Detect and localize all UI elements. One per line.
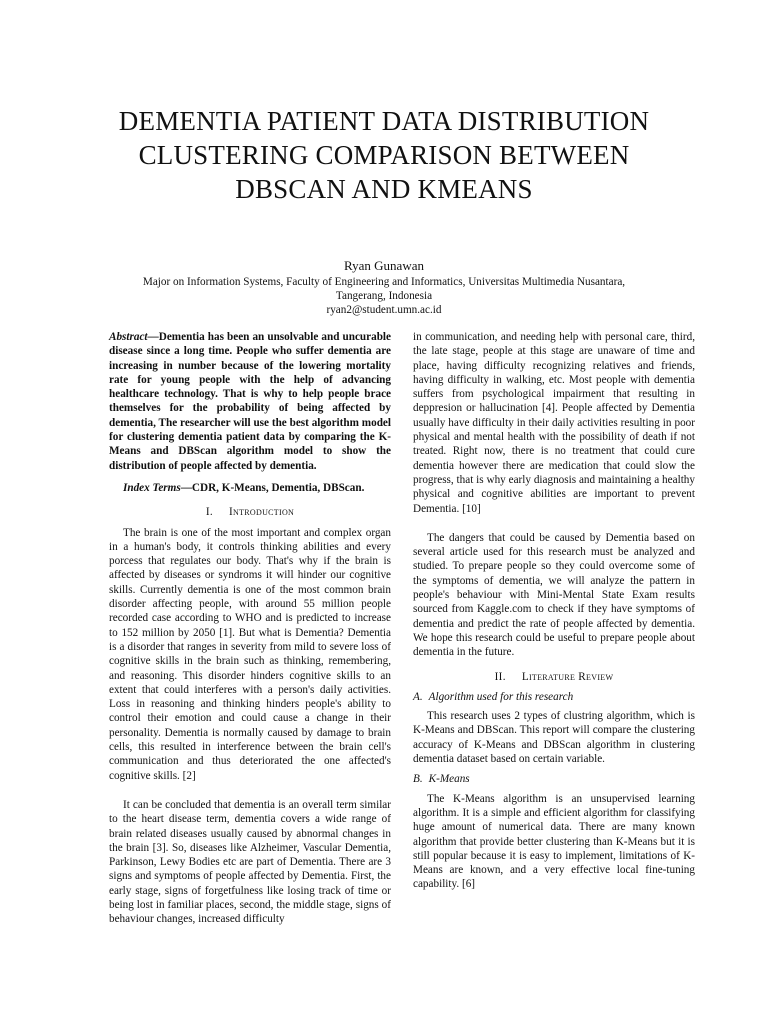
index-terms-lead: Index Terms (123, 481, 181, 494)
algorithm-paragraph: This research uses 2 types of clustring algorithm, which is K-Means and DBScan. This report will compare the clustering accuracy of K-Means and DBScan algorithm in clustering dementia dataset based on certain variable. (413, 710, 695, 766)
index-terms (109, 481, 391, 495)
affiliation-location: Tangerang, Indonesia (335, 290, 433, 302)
author-email: ryan2@student.umn.ac.id (326, 304, 442, 316)
section-title: Literature Review (521, 670, 614, 683)
abstract (109, 330, 391, 473)
intro-paragraph-2: It can be concluded that dementia is an overall term similar to the heart disease term, dementia covers a wide range of brain related diseases usually caused by abnormal changes in the brain [3]. So, diseases like Alzheimer, Vascular Dementia, Parkinson, Lewy Bodies etc are part of Dementia. There are 3 signs and symptoms of people affected by Dementia. First, the early stage, signs of forgetfulness like losing track of time or being lost in familiar places, second, the middle stage, signs of behaviour changes, increased difficulty (109, 798, 391, 926)
kmeans-paragraph: The K-Means algorithm is an unsupervised learning algorithm. It is a simple and efficient algorithm for classifying huge amount of numerical data. There are many known algorithm that provide better clustering than K-Means but it is still popular because it is easy to implement, limitations of K-Means are known, and a very effective local fine-tuning capability. [6] (413, 792, 695, 891)
abstract-text: —Dementia has been an unsolvable and uncurable disease since a long time. People who suffer dementia are increasing in number because of the lowering mortality rate for young people with the help of advancing healthcare technology. That is why to help people brace themselves for the probability of being affected by dementia, The researcher will use the best algorithm model for clustering dementia patient data by comparing the K-Means and DBScan algorithm model to show the distribution of people affected by dementia. (109, 331, 391, 472)
abstract-lead: Abstract (109, 331, 148, 343)
subsection-title: Algorithm used for this research (428, 690, 574, 703)
section-number: II. (494, 670, 506, 683)
intro-paragraph-1: The brain is one of the most important and complex organ in a human's body, it controls thinking abilities and every porcess that regulates our body. That's why if the brain is affected by diseases or syndroms it will hinder our cognitive skills. Currently dementia is one of the most common brain disorder affecting people, with around 55 million people recorded case according to WHO and is predicted to increase to 152 million by 2050 [1]. But what is Dementia? Dementia is a disorder that ranges in severity from mild to severe loss of cognitive skills in the brain such as thinking, remembering, and reasoning. This disorder hinders cognitive skills to an extent that could interferes with a person's daily activities. Loss in reasoning and thinking hinders people's ability to control their emotion and could cause a change in their personality. Dementia is normally caused by damage to brain cells, this resulted in interference between the brain cell's communication and thus deteriorated the one affected's cognitive skills. [2] (109, 526, 391, 782)
intro-paragraph-2-continued: in communication, and needing help with personal care, third, the late stage, people at this stage are unaware of time and place, having difficulty recognizing relatives and friends, having difficulty in walking, etc. Most people with dementia suffers from psychological impairment that resulting in deppresion or hallucination [4]. People affected by Dementia usually have difficulty in their daily activities resulting in poor physical and mental health with the possibility of death if not treated. Right now, there is no treatment that could cure dementia however there are medication that could slow the progress, that is why early diagnosis and maintaining a healthy physical and cognitive abilities are important to prevent Dementia. [10] (413, 331, 695, 515)
left-column (109, 330, 391, 927)
section-heading-literature-review (413, 670, 695, 684)
section-number: I. (205, 506, 213, 519)
affiliation-line: Major on Information Systems, Faculty of Engineering and Informatics, Universitas Multimedia Nusantara, (142, 276, 626, 288)
subsection-number: A. (413, 690, 423, 703)
index-terms-text: —CDR, K-Means, Dementia, DBScan. (180, 481, 365, 494)
subsection-heading-kmeans (413, 772, 695, 786)
author-name: Ryan Gunawan (344, 258, 424, 273)
subsection-title: K-Means (428, 773, 470, 786)
subsection-number: B. (413, 773, 423, 786)
right-column (413, 330, 695, 892)
section-title: Introduction (229, 506, 295, 519)
intro-paragraph-3: The dangers that could be caused by Dementia based on several article used for this research must be analyzed and studied. To prepare people so they could overcome some of the symptoms of dementia, we will analyze the pattern in people's behaviour with Mini-Mental State Exam results sourced from Kaggle.com to check if they have symptoms of dementia and predict the rate of people affected by dementia. We hope this research could be useful to prepare people about dementia in the future. (413, 531, 695, 659)
author-affiliation (80, 275, 688, 317)
subsection-heading-algorithm (413, 690, 695, 704)
paper-title: DEMENTIA PATIENT DATA DISTRIBUTION CLUSTERING COMPARISON BETWEEN DBSCAN AND KMEANS (118, 106, 650, 204)
section-heading-introduction (109, 505, 391, 519)
